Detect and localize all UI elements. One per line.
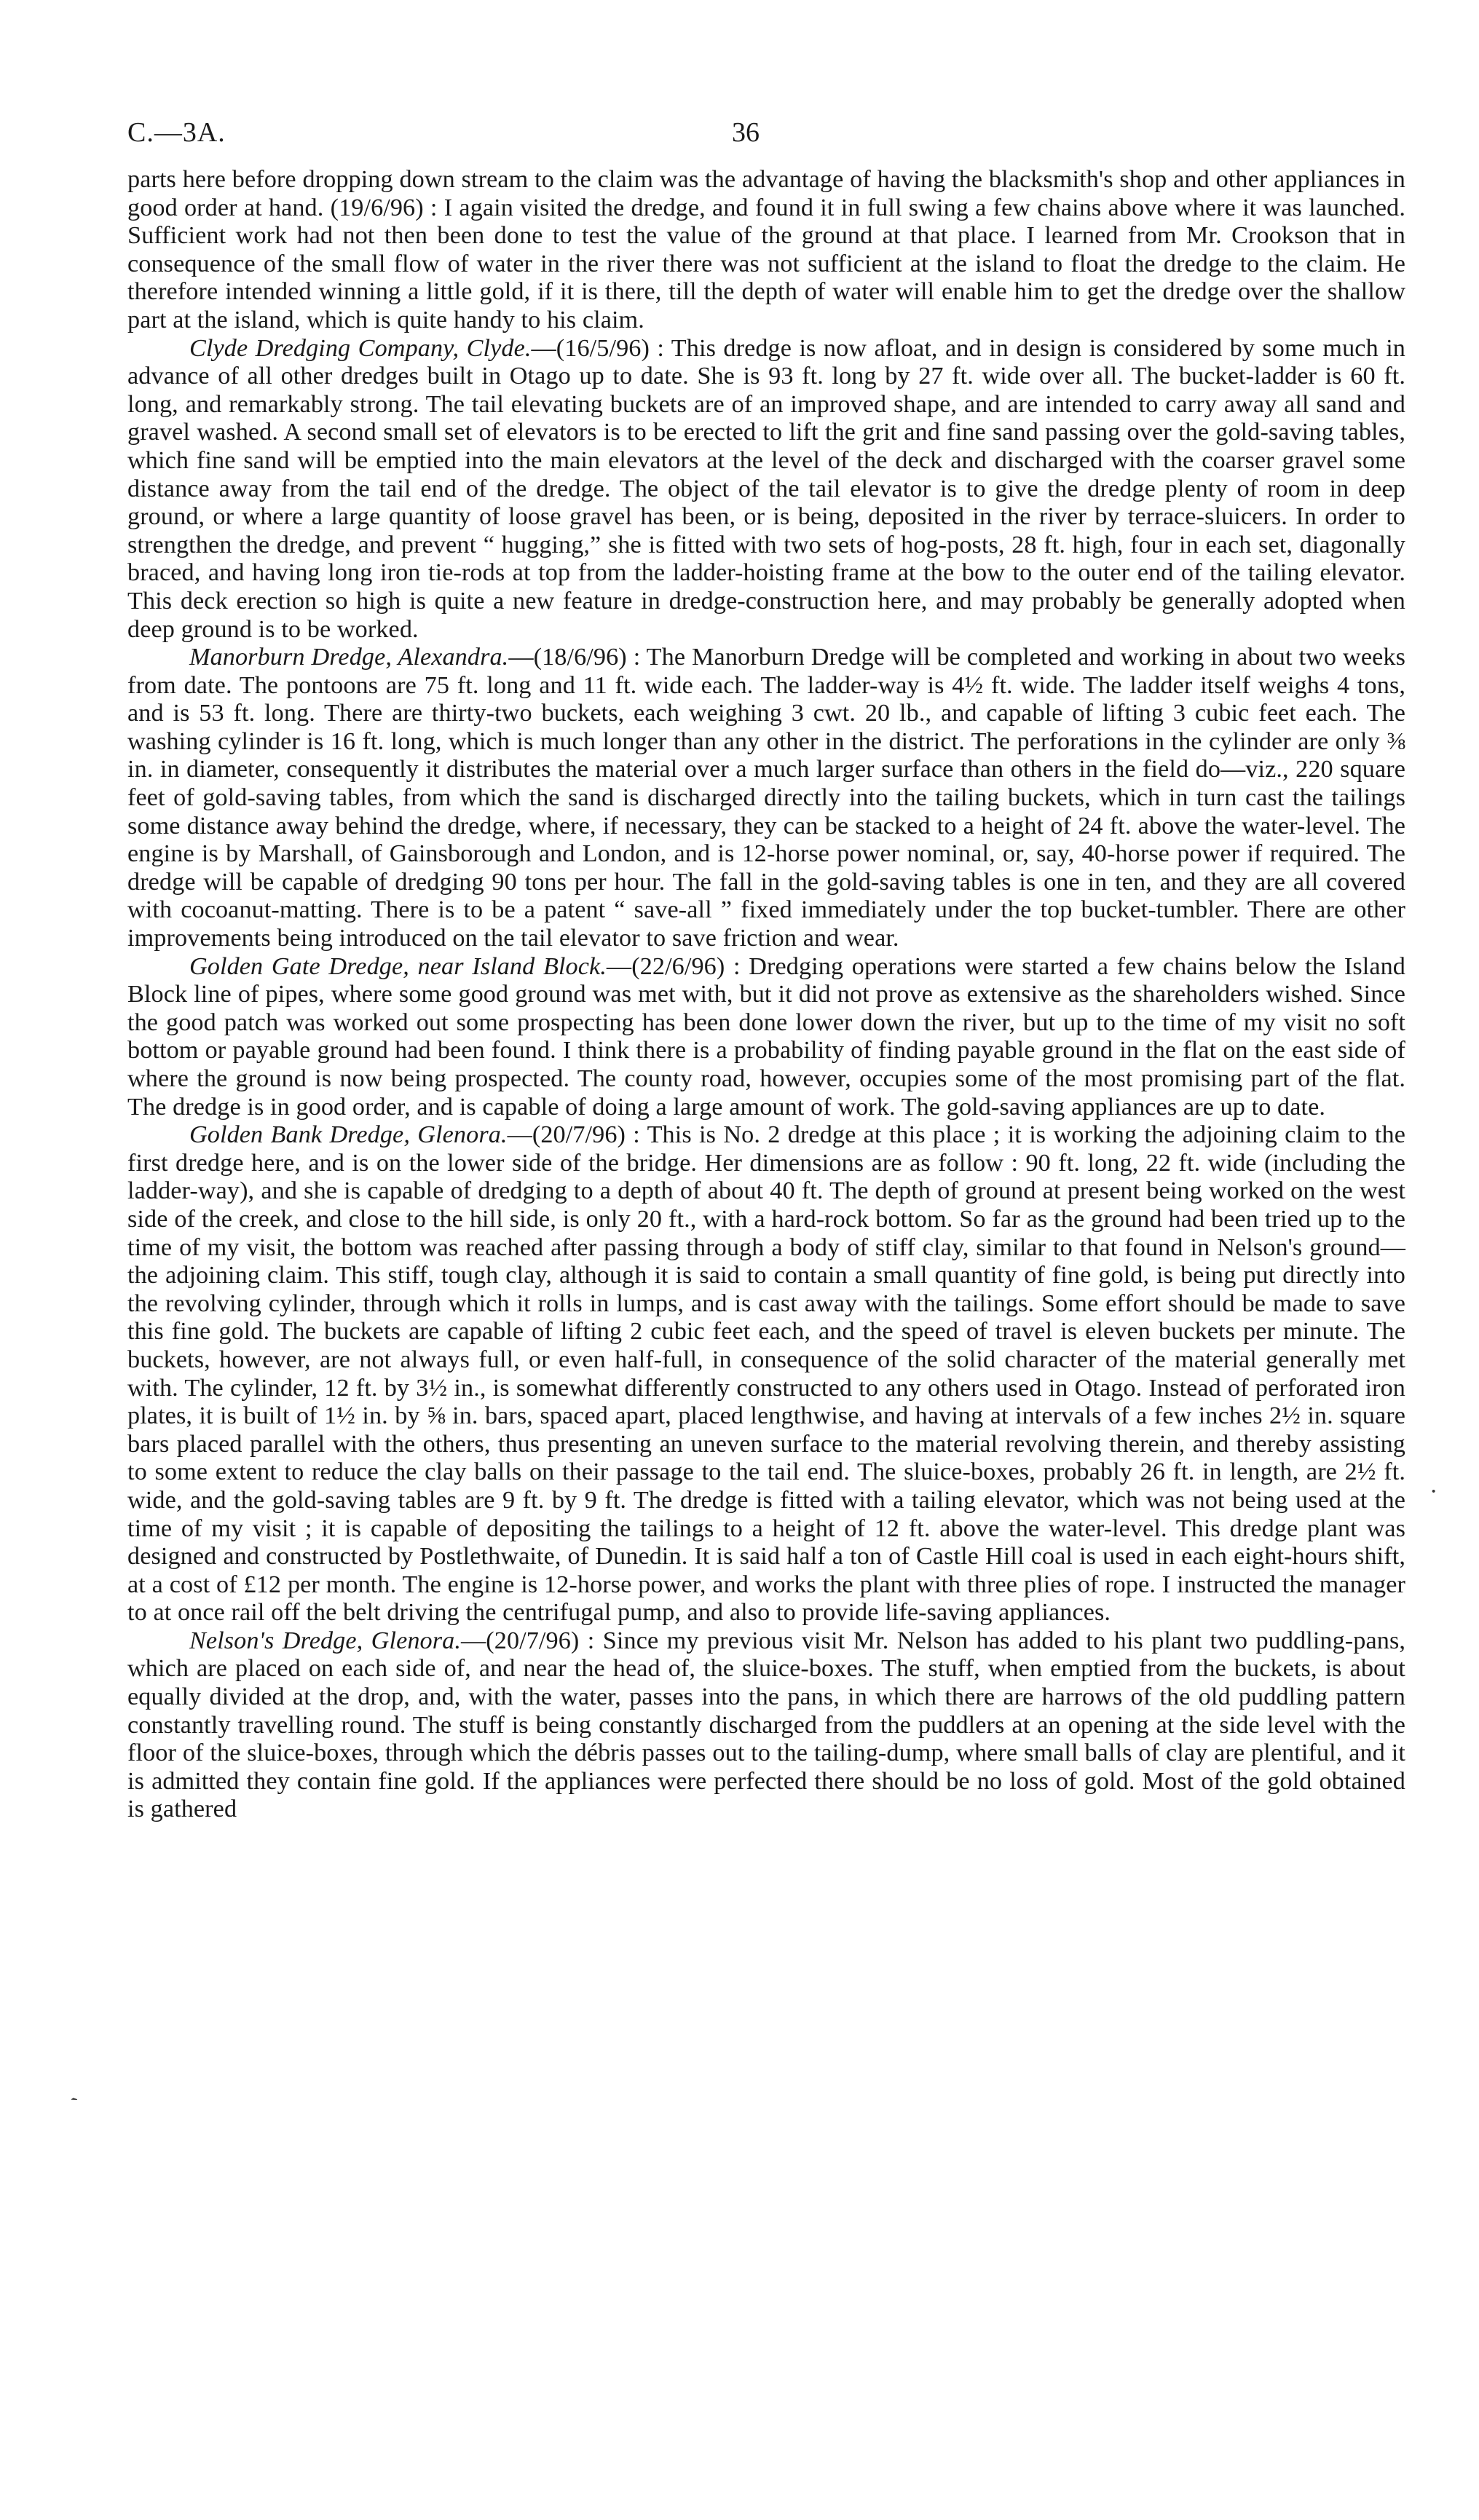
margin-stroke-mark: ˏ: [57, 2077, 79, 2104]
section-heading-golden-gate: Golden Gate Dredge, near Island Block.: [189, 952, 607, 980]
margin-dot-mark: ·: [1429, 1478, 1438, 1505]
paragraph-clyde-dredging: [127, 335, 1405, 644]
section-heading-clyde: Clyde Dredging Company, Clyde.: [189, 334, 532, 362]
paragraph-crookson-continued: [127, 166, 1405, 335]
paragraph-manorburn-dredge: [127, 644, 1405, 953]
paragraph-golden-bank-dredge: [127, 1121, 1405, 1627]
section-heading-nelsons: Nelson's Dredge, Glenora.: [189, 1627, 461, 1654]
paragraph-body: parts here before dropping down stream to the claim was the advantage of having the blacksmith's shop and other appliances in good order at hand. (19/6/96) : I again visited the dredge, and found it in full swing a few chains above where it was launched. Sufficient work had not then been done to test the value of the ground at that place. I learned from Mr. Crookson that in consequence of the small flow of water in the river there was not sufficient at the island to float the dredge to the claim. He therefore intended winning a little gold, if it is there, till the depth of water will enable him to get the dredge over the shallow part at the island, which is quite handy to his claim.: [127, 166, 1405, 333]
paragraph-body: —(20/7/96) : Since my previous visit Mr. Nelson has added to his plant two puddling-pans, which are placed on each side of, and near the head of, the sluice-boxes. The stuff, when emptied from the buckets, is about equally divided at the drop, and, with the water, passes into the pans, in which there are harrows of the old puddling pattern constantly travelling round. The stuff is being constantly discharged from the puddlers at an opening at the side level with the floor of the sluice-boxes, through which the débris passes out to the tailing-dump, where small balls of clay are plentiful, and it is admitted they contain fine gold. If the appliances were perfected there should be no loss of gold. Most of the gold obtained is gathered: [127, 1627, 1405, 1823]
page-header: [127, 116, 1479, 160]
paragraph-golden-gate-dredge: [127, 953, 1405, 1122]
paragraph-body: —(20/7/96) : This is No. 2 dredge at this place ; it is working the adjoining claim to the first dredge here, and is on the lower side of the bridge. Her dimensions are as follow : 90 ft. long, 22 ft. wide (including the ladder-way), and she is capable of dredging to a depth of about 40 ft. The depth of ground at present being worked on the west side of the creek, and close to the hill side, is only 20 ft., with a hard-rock bottom. So far as the ground had been tried up to the time of my visit, the bottom was reached after passing through a body of stiff clay, similar to that found in Nelson's ground—the adjoining claim. This stiff, tough clay, although it is said to contain a small quantity of fine gold, is being put directly into the revolving cylinder, through which it rolls in lumps, and is cast away with the tailings. Some effort should be made to save this fine gold. The buckets are capable of lifting 2 cubic feet each, and the speed of travel is eleven buckets per minute. The buckets, however, are not always full, or even half-full, in consequence of the solid character of the material generally met with. The cylinder, 12 ft. by 3½ in., is somewhat differently constructed to any others used in Otago. Instead of perforated iron plates, it is built of 1½ in. by ⅝ in. bars, spaced apart, placed lengthwise, and having at intervals of a few inches 2½ in. square bars placed parallel with the others, thus presenting an uneven surface to the material revolving therein, and thereby assisting to some extent to reduce the clay balls on their passage to the tail end. The sluice-boxes, probably 26 ft. in length, are 2½ ft. wide, and the gold-saving tables are 9 ft. by 9 ft. The dredge is fitted with a tailing elevator, which was not being used at the time of my visit ; it is capable of depositing the tailings to a height of 12 ft. above the water-level. This dredge plant was designed and constructed by Postlethwaite, of Dunedin. It is said half a ton of Castle Hill coal is used in each eight-hours shift, at a cost of £12 per month. The engine is 12-horse power, and works the plant with three plies of rope. I instructed the manager to at once rail off the belt driving the centrifugal pump, and also to provide life-saving appliances.: [127, 1121, 1405, 1627]
body-text: [127, 166, 1405, 1824]
paragraph-body: —(22/6/96) : Dredging operations were started a few chains below the Island Block line of pipes, where some good ground was met with, but it did not prove as extensive as the shareholders wished. Since the good patch was worked out some prospecting has been done lower down the river, but up to the time of my visit no soft bottom or payable ground had been found. I think there is a probability of finding payable ground in the flat on the east side of where the ground is now being prospected. The county road, however, occupies some of the most promising part of the flat. The dredge is in good order, and is capable of doing a large amount of work. The gold-saving appliances are up to date.: [127, 952, 1405, 1121]
section-heading-golden-bank: Golden Bank Dredge, Glenora.: [189, 1121, 508, 1149]
page-reference: C.—3A.: [127, 117, 226, 148]
section-heading-manorburn: Manorburn Dredge, Alexandra.: [189, 644, 509, 671]
page-number: 36: [732, 117, 760, 148]
paragraph-body: —(18/6/96) : The Manorburn Dredge will be completed and working in about two weeks from date. The pontoons are 75 ft. long and 11 ft. wide each. The ladder-way is 4½ ft. wide. The ladder itself weighs 4 tons, and is 53 ft. long. There are thirty-two buckets, each weighing 3 cwt. 20 lb., and capable of lifting 3 cubic feet each. The washing cylinder is 16 ft. long, which is much longer than any other in the district. The perforations in the cylinder are only ⅜ in. in diameter, consequently it distributes the material over a much larger surface than others in the field do—viz., 220 square feet of gold-saving tables, from which the sand is discharged directly into the tailing buckets, which in turn cast the tailings some distance away behind the dredge, where, if necessary, they can be stacked to a height of 24 ft. above the water-level. The engine is by Marshall, of Gainsborough and London, and is 12-horse power nominal, or, say, 40-horse power if required. The dredge will be capable of dredging 90 tons per hour. The fall in the gold-saving tables is one in ten, and they are all covered with cocoanut-matting. There is to be a patent “ save-all ” fixed immediately under the top bucket-tumbler. There are other improvements being introduced on the tail elevator to save friction and wear.: [127, 644, 1405, 952]
paragraph-body: —(16/5/96) : This dredge is now afloat, and in design is considered by some much in advance of all other dredges built in Otago up to date. She is 93 ft. long by 27 ft. wide over all. The bucket-ladder is 60 ft. long, and remarkably strong. The tail elevating buckets are of an improved shape, and are intended to carry away all sand and gravel washed. A second small set of elevators is to be erected to lift the grit and fine sand passing over the gold-saving tables, which fine sand will be emptied into the main elevators at the level of the deck and discharged with the coarser gravel some distance away from the tail end of the dredge. The object of the tail elevator is to give the dredge plenty of room in deep ground, or where a large quantity of loose gravel has been, or is being, deposited in the river by terrace-sluicers. In order to strengthen the dredge, and prevent “ hugging,” she is fitted with two sets of hog-posts, 28 ft. high, four in each set, diagonally braced, and having long iron tie-rods at top from the ladder-hoisting frame at the bow to the outer end of the tailing elevator. This deck erection so high is quite a new feature in dredge-construction here, and may probably be generally adopted when deep ground is to be worked.: [127, 334, 1405, 643]
paragraph-nelsons-dredge: [127, 1627, 1405, 1824]
